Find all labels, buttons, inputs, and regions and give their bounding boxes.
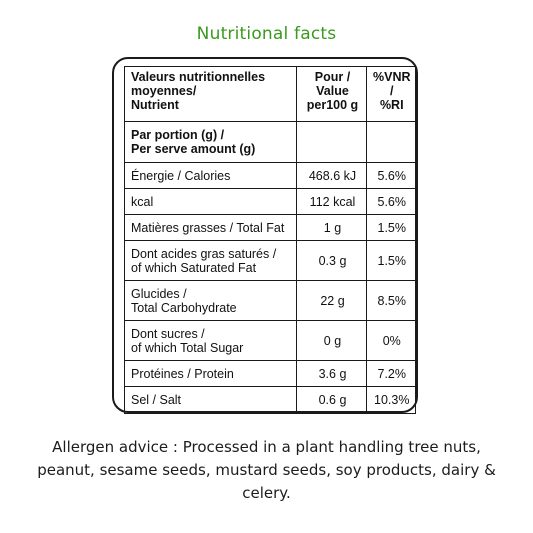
nutrient-value: 0 g <box>297 321 367 361</box>
table-row <box>125 321 416 361</box>
nutrient-name-line: Énergie / Calories <box>131 168 231 183</box>
nutrient-ri: 0% <box>367 321 416 361</box>
nutrient-header-line: moyennes/ <box>131 84 197 98</box>
per-serving-row <box>125 122 416 163</box>
table-header-row <box>125 67 416 122</box>
nutrient-ri: 8.5% <box>367 281 416 321</box>
nutrient-value: 1 g <box>297 215 367 241</box>
table-row <box>125 189 416 215</box>
nutrient-name-line: Sel / Salt <box>131 393 182 407</box>
nutrient-name <box>125 241 297 281</box>
nutrient-name <box>125 321 297 361</box>
nutrient-ri: 10.3% <box>367 387 416 414</box>
nutrient-value: 112 kcal <box>297 189 367 215</box>
per-serving-ri <box>367 122 416 163</box>
table-row <box>125 281 416 321</box>
nutrient-name-line: Protéines / Protein <box>131 366 234 381</box>
nutrient-ri: 1.5% <box>367 241 416 281</box>
nutrient-name <box>125 281 297 321</box>
table-row <box>125 163 416 189</box>
allergen-line: peanut, sesame seeds, mustard seeds, soy products, dairy & <box>37 461 496 479</box>
nutrient-header-line: Nutrient <box>131 98 179 112</box>
per-serving-line: Per serve amount (g) <box>131 142 256 156</box>
page-title: Nutritional facts <box>196 24 337 44</box>
nutrient-name <box>125 361 297 387</box>
ri-column-header <box>367 67 416 122</box>
nutrition-table <box>124 66 416 414</box>
per-serving-label <box>125 122 297 163</box>
table-row <box>125 387 416 414</box>
nutrient-name-line: Dont sucres / <box>131 326 205 341</box>
nutrient-name <box>125 163 297 189</box>
nutrient-name-line: Matières grasses / Total Fat <box>131 220 285 235</box>
value-column-header <box>297 67 367 122</box>
table-row <box>125 361 416 387</box>
nutrient-value: 22 g <box>297 281 367 321</box>
nutrient-ri: 5.6% <box>367 163 416 189</box>
nutrient-name-line: Total Carbohydrate <box>131 300 237 315</box>
ri-header-line: %RI <box>379 98 404 112</box>
nutrient-header-line: Valeurs nutritionnelles <box>131 70 266 84</box>
nutrient-name <box>125 387 297 414</box>
nutrient-name-line: Dont acides gras saturés / <box>131 246 277 261</box>
nutrient-name-line: of which Saturated Fat <box>131 260 257 275</box>
per-serving-value <box>297 122 367 163</box>
nutrient-name-line: kcal <box>131 194 154 209</box>
nutrient-ri: 1.5% <box>367 215 416 241</box>
nutrient-name <box>125 189 297 215</box>
nutrition-panel <box>112 57 418 413</box>
value-header-line: Pour / Value <box>314 70 351 98</box>
nutrient-column-header <box>125 67 297 122</box>
nutrient-ri: 5.6% <box>367 189 416 215</box>
nutrient-name-line: of which Total Sugar <box>131 340 244 355</box>
nutrient-value: 468.6 kJ <box>297 163 367 189</box>
nutrient-ri: 7.2% <box>367 361 416 387</box>
allergen-advice <box>36 436 497 505</box>
nutrient-name-line: Glucides / <box>131 286 187 301</box>
table-row <box>125 215 416 241</box>
nutrient-value: 3.6 g <box>297 361 367 387</box>
nutrient-value: 0.6 g <box>297 387 367 414</box>
per-serving-line: Par portion (g) / <box>131 128 225 142</box>
allergen-line: Allergen advice : Processed in a plant handling tree nuts, <box>52 438 481 456</box>
nutrient-value: 0.3 g <box>297 241 367 281</box>
ri-header-line: %VNR / <box>373 70 411 98</box>
allergen-line: celery. <box>242 484 291 502</box>
value-header-line: per100 g <box>306 98 359 112</box>
table-row <box>125 241 416 281</box>
nutrient-name <box>125 215 297 241</box>
